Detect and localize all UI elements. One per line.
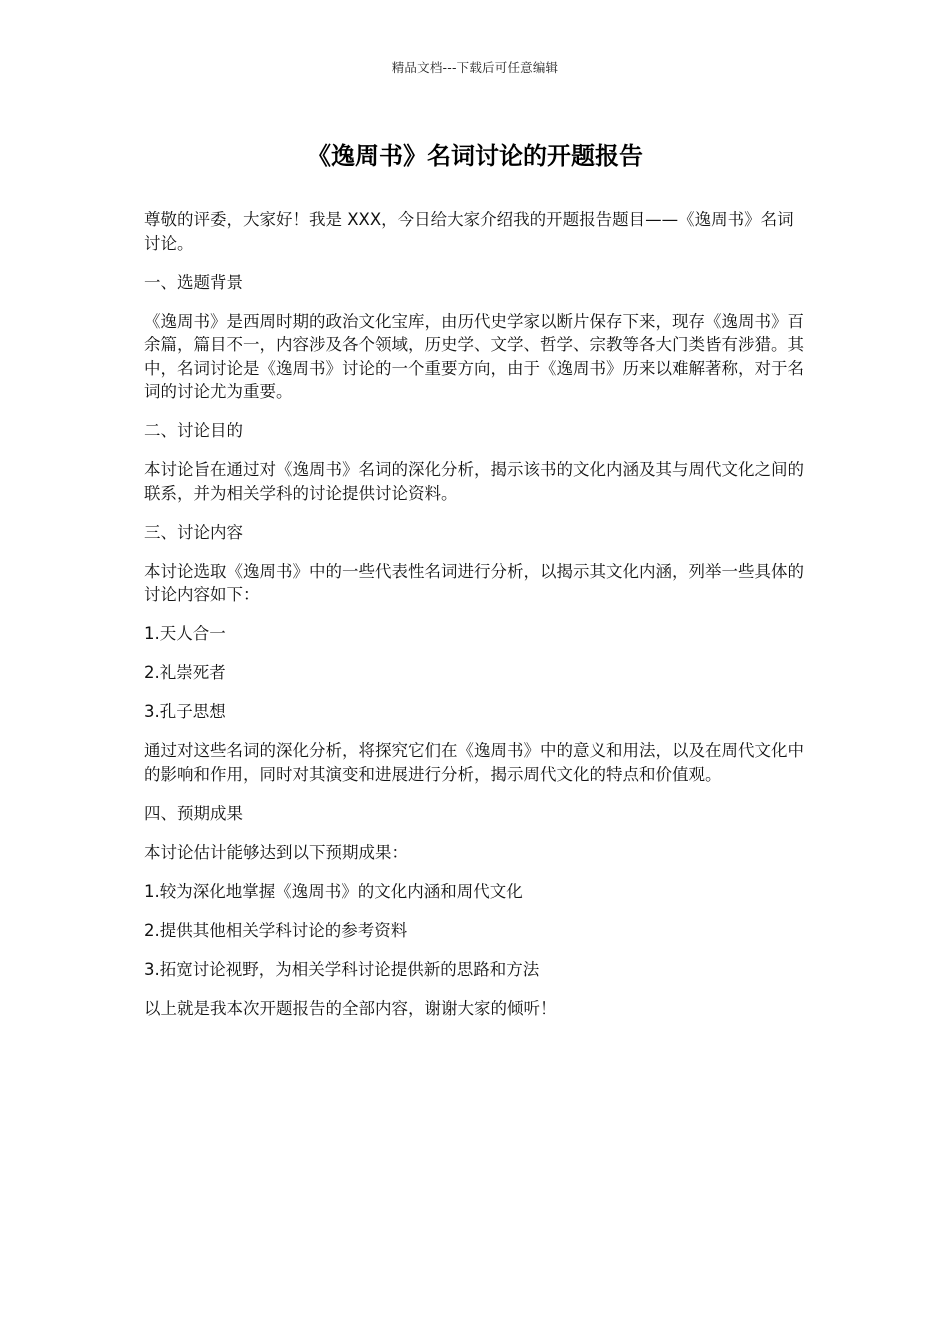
intro-paragraph: 尊敬的评委，大家好！我是 XXX，今日给大家介绍我的开题报告题目——《逸周书》名词讨论。 xyxy=(144,210,794,253)
section-heading-purpose: 二、讨论目的 xyxy=(144,421,243,440)
list-item: 1.较为深化地掌握《逸周书》的文化内涵和周代文化 xyxy=(144,881,523,901)
document-body xyxy=(144,208,810,1036)
list-item: 1.天人合一 xyxy=(144,624,226,643)
section-heading-background: 一、选题背景 xyxy=(144,272,243,292)
list-item: 2.礼崇死者 xyxy=(144,663,226,682)
purpose-paragraph: 本讨论旨在通过对《逸周书》名词的深化分析，揭示该书的文化内涵及其与周代文化之间的联系，并为相关学科的讨论提供讨论资料。 xyxy=(144,460,804,503)
page-header-note: 精品文档---下载后可任意编辑 xyxy=(391,60,559,75)
content-paragraph: 本讨论选取《逸周书》中的一些代表性名词进行分析，以揭示其文化内涵，列举一些具体的讨论内容如下： xyxy=(144,561,804,604)
outcomes-intro-paragraph: 本讨论估计能够达到以下预期成果： xyxy=(144,842,408,862)
analysis-paragraph: 通过对这些名词的深化分析，将探究它们在《逸周书》中的意义和用法，以及在周代文化中的影响和作用，同时对其演变和进展进行分析，揭示周代文化的特点和价值观。 xyxy=(144,741,804,784)
closing-paragraph: 以上就是我本次开题报告的全部内容，谢谢大家的倾听！ xyxy=(144,998,557,1018)
list-item: 2.提供其他相关学科讨论的参考资料 xyxy=(144,920,408,940)
section-heading-content: 三、讨论内容 xyxy=(144,522,243,542)
document-title: 《逸周书》名词讨论的开题报告 xyxy=(307,142,643,170)
background-paragraph: 《逸周书》是西周时期的政治文化宝库，由历代史学家以断片保存下来，现存《逸周书》百余篇，篇目不一，内容涉及各个领域，历史学、文学、哲学、宗教等各大门类皆有涉猎。其中，名词讨论是《逸周书》讨论的一个重要方向，由于《逸周书》历来以难解著称，对于名词的讨论尤为重要。 xyxy=(144,311,804,401)
section-heading-outcomes: 四、预期成果 xyxy=(144,803,243,823)
list-item: 3.孔子思想 xyxy=(144,702,226,721)
list-item: 3.拓宽讨论视野，为相关学科讨论提供新的思路和方法 xyxy=(144,959,540,979)
